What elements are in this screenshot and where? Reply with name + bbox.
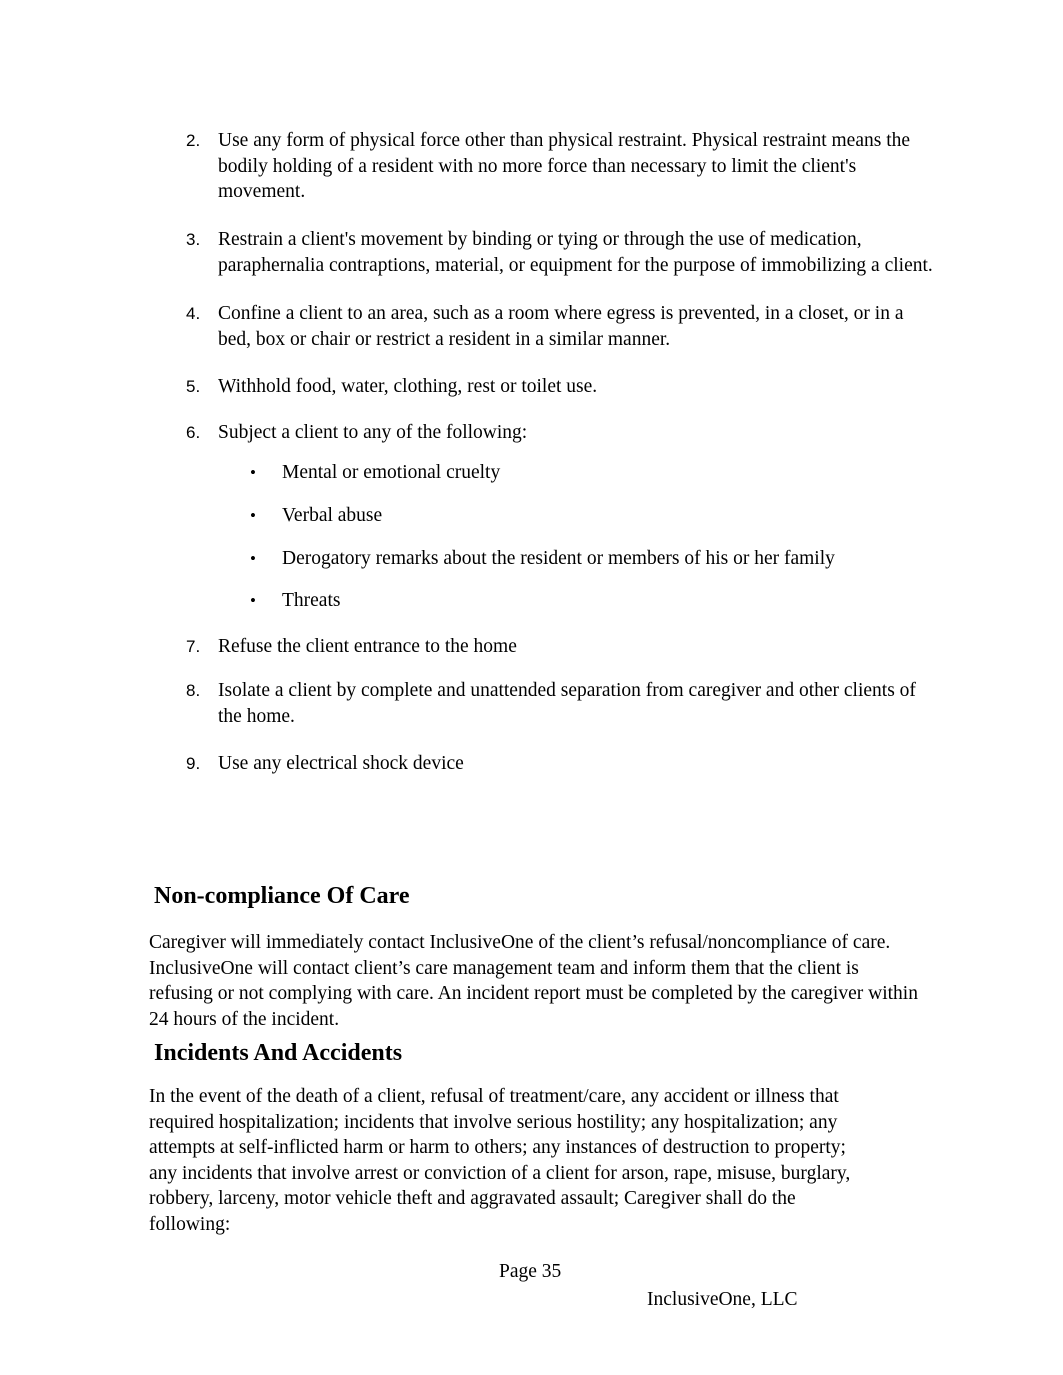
list-item-text: Isolate a client by complete and unattended separation from caregiver and other clients of the home. (218, 680, 916, 727)
bullet-icon: • (250, 463, 256, 482)
list-item-text: Use any electrical shock device (218, 753, 464, 774)
list-item-text: Withhold food, water, clothing, rest or toilet use. (218, 376, 598, 397)
sub-bullet-text: Threats (282, 590, 341, 611)
list-item-number: 7. (186, 637, 201, 656)
sub-bullet-text: Derogatory remarks about the resident or members of his or her family (282, 548, 835, 569)
list-item-number: 3. (186, 230, 201, 249)
section-body-incidents: In the event of the death of a client, refusal of treatment/care, any accident or illness that required hospitalization; incidents that involve serious hostility; any hospitalization; any attempts at self-inflicted harm or harm to others; any instances of destruction to property; any incidents that involve arrest or conviction of a client for arson, rape, misuse, burglary, robbery, larceny, motor vehicle theft and aggravated assault; Caregiver shall do the following: (149, 1086, 851, 1235)
list-item-number: 5. (186, 377, 201, 396)
list-item-number: 2. (186, 131, 201, 150)
bullet-icon: • (250, 506, 256, 525)
list-item-number: 9. (186, 754, 201, 773)
list-item-text: Subject a client to any of the following: (218, 422, 528, 443)
bullet-icon: • (250, 549, 256, 568)
list-item-text: Confine a client to an area, such as a room where egress is prevented, in a closet, or in a bed, box or chair or restrict a resident in a similar manner. (218, 303, 904, 350)
list-item-number: 4. (186, 304, 201, 323)
section-heading-incidents: Incidents And Accidents (154, 1040, 403, 1066)
page-number: Page 35 (499, 1261, 562, 1282)
bullet-icon: • (250, 591, 256, 610)
list-item-text: Restrain a client's movement by binding or tying or through the use of medication, paraphernalia contraptions, material, or equipment for the purpose of immobilizing a client. (218, 229, 933, 276)
list-item-text: Use any form of physical force other than physical restraint. Physical restraint means the bodily holding of a resident with no more force than necessary to limit the client's movement. (218, 130, 911, 202)
section-body-noncompliance: Caregiver will immediately contact InclusiveOne of the client’s refusal/noncompliance of care. InclusiveOne will contact client’s care management team and inform them that the client is refusing or not complying with care. An incident report must be completed by the caregiver within 24 hours of the incident. (149, 932, 918, 1030)
section-heading-noncompliance: Non-compliance Of Care (154, 883, 410, 909)
footer-company-name: InclusiveOne, LLC (647, 1289, 798, 1310)
sub-bullet-text: Verbal abuse (282, 505, 383, 526)
list-item-number: 8. (186, 681, 201, 700)
list-item-number: 6. (186, 423, 201, 442)
sub-bullet-text: Mental or emotional cruelty (282, 462, 501, 483)
list-item-text: Refuse the client entrance to the home (218, 636, 517, 657)
